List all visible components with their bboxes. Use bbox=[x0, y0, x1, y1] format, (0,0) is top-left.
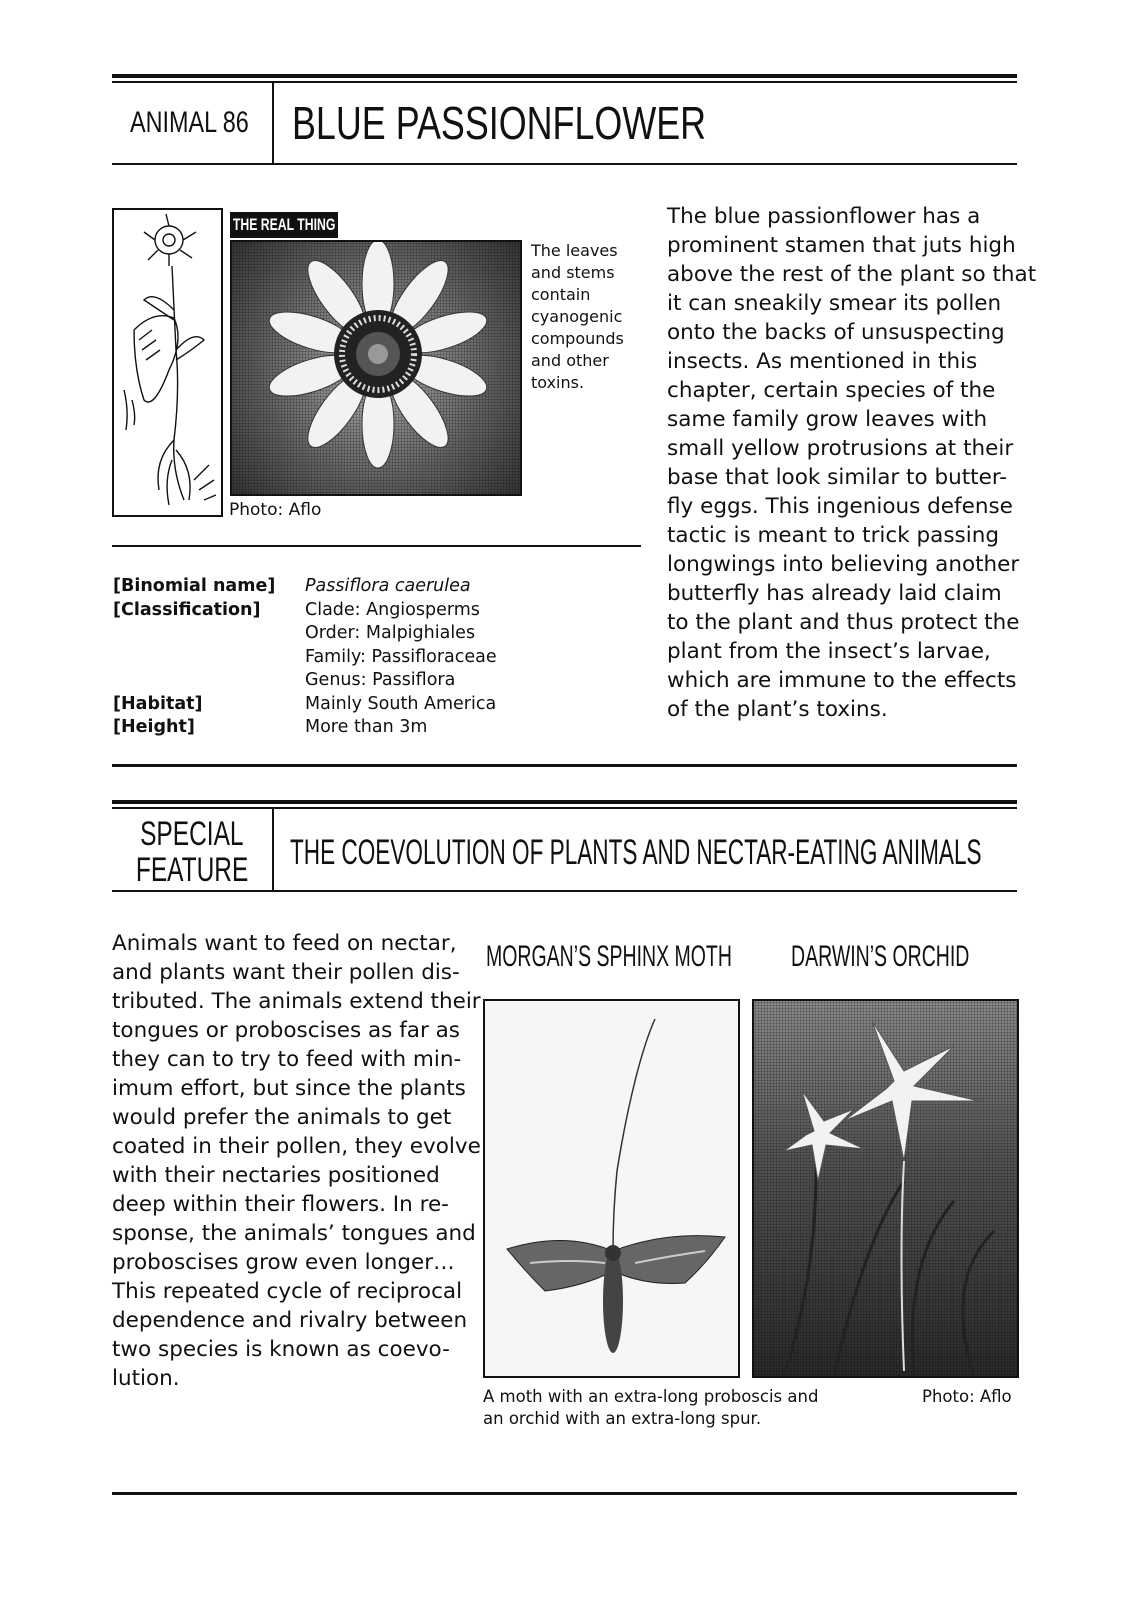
top-double-rule-a bbox=[112, 74, 1017, 78]
binomial-value: Passiflora caerulea bbox=[305, 576, 471, 596]
description-text bbox=[667, 202, 1037, 724]
manga-illustration bbox=[112, 208, 223, 517]
description-line: insects. As mentioned in this bbox=[667, 349, 978, 374]
feature-caption-line1: A moth with an extra-long proboscis and bbox=[483, 1387, 819, 1406]
classification-family: Family: Passifloraceae bbox=[305, 646, 497, 667]
orchid-title: DARWIN’S ORCHID bbox=[791, 940, 970, 973]
info-values bbox=[305, 575, 497, 740]
description-line: which are immune to the effects bbox=[667, 668, 1017, 693]
feature-line: proboscises grow even longer… bbox=[112, 1250, 455, 1275]
description-line: onto the backs of unsuspecting bbox=[667, 320, 1005, 345]
description-line: it can sneakily smear its pollen bbox=[667, 291, 1002, 316]
feature-line: tongues or proboscises as far as bbox=[112, 1018, 461, 1043]
header-divider bbox=[272, 83, 274, 165]
description-line: The blue passionflower has a bbox=[667, 204, 981, 229]
description-line: plant from the insect’s larvae, bbox=[667, 639, 991, 664]
description-line: to the plant and thus protect the bbox=[667, 610, 1020, 635]
feature-line: sponse, the animals’ tongues and bbox=[112, 1221, 476, 1246]
passionflower-photo bbox=[230, 240, 522, 496]
top-double-rule-b bbox=[112, 81, 1017, 83]
description-line: above the rest of the plant so that bbox=[667, 262, 1037, 287]
description-line: same family grow leaves with bbox=[667, 407, 988, 432]
info-labels bbox=[113, 575, 275, 740]
caption-line: cyanogenic bbox=[531, 307, 623, 326]
moth-icon bbox=[485, 1001, 738, 1376]
feature-body-text bbox=[112, 929, 481, 1393]
feature-line: tributed. The animals extend their bbox=[112, 989, 481, 1014]
description-line: longwings into believing another bbox=[667, 552, 1020, 577]
special-feature-label bbox=[112, 816, 272, 888]
feature-line: and plants want their pollen dis- bbox=[112, 960, 460, 985]
description-line: small yellow protrusions at their bbox=[667, 436, 1014, 461]
page-bottom-rule bbox=[112, 1492, 1017, 1495]
flower-hand-drawing-icon bbox=[114, 210, 221, 515]
feature-line: dependence and rivalry between bbox=[112, 1308, 468, 1333]
special-label-line2: FEATURE bbox=[135, 851, 249, 889]
feature-line: Animals want to feed on nectar, bbox=[112, 931, 457, 956]
moth-photo bbox=[483, 999, 740, 1378]
classification-clade: Clade: Angiosperms bbox=[305, 599, 480, 620]
description-line: chapter, certain species of the bbox=[667, 378, 996, 403]
feature-photo-credit: Photo: Aflo bbox=[922, 1387, 1012, 1406]
feature-line: would prefer the animals to get bbox=[112, 1105, 452, 1130]
description-line: butterfly has already laid claim bbox=[667, 581, 1002, 606]
classification-order: Order: Malpighiales bbox=[305, 623, 476, 643]
feature-title: THE COEVOLUTION OF PLANTS AND NECTAR-EATING ANIMALS bbox=[290, 833, 982, 872]
caption-line: toxins. bbox=[531, 373, 585, 392]
feature-double-rule-a bbox=[112, 800, 1017, 804]
classification-genus: Genus: Passiflora bbox=[305, 670, 456, 690]
height-value: More than 3m bbox=[305, 717, 428, 737]
description-line: prominent stamen that juts high bbox=[667, 233, 1016, 258]
caption-line: compounds bbox=[531, 329, 624, 348]
feature-bottom-rule bbox=[112, 890, 1017, 892]
feature-line: coated in their pollen, they evolve bbox=[112, 1134, 481, 1159]
feature-divider bbox=[272, 809, 274, 891]
feature-line: two species is known as coevo- bbox=[112, 1337, 450, 1362]
habitat-value: Mainly South America bbox=[305, 693, 497, 714]
description-line: fly eggs. This ingenious defense bbox=[667, 494, 1013, 519]
description-line: of the plant’s toxins. bbox=[667, 697, 888, 722]
feature-line: This repeated cycle of reciprocal bbox=[112, 1279, 463, 1304]
feature-line: deep within their flowers. In re- bbox=[112, 1192, 449, 1217]
header-bottom-rule bbox=[112, 163, 1017, 165]
real-thing-tag: THE REAL THING bbox=[230, 212, 338, 238]
caption-line: and stems bbox=[531, 263, 615, 282]
photo-credit: Photo: Aflo bbox=[229, 500, 322, 520]
classification-label: [Classification] bbox=[113, 599, 261, 620]
caption-line: contain bbox=[531, 285, 591, 304]
binomial-label: [Binomial name] bbox=[113, 576, 276, 596]
feature-line: imum effort, but since the plants bbox=[112, 1076, 466, 1101]
orchid-photo bbox=[752, 999, 1019, 1378]
moth-title: MORGAN’S SPHINX MOTH bbox=[486, 940, 732, 973]
feature-double-rule-b bbox=[112, 807, 1017, 809]
description-line: tactic is meant to trick passing bbox=[667, 523, 999, 548]
passionflower-icon bbox=[232, 242, 520, 494]
feature-caption bbox=[483, 1386, 818, 1430]
feature-line: they can to try to feed with min- bbox=[112, 1047, 462, 1072]
caption-line: and other bbox=[531, 351, 609, 370]
info-top-rule bbox=[112, 545, 641, 547]
photo-side-caption bbox=[531, 240, 624, 394]
feature-caption-line2: an orchid with an extra-long spur. bbox=[483, 1409, 762, 1428]
feature-line: lution. bbox=[112, 1366, 180, 1391]
section-end-rule bbox=[112, 764, 1017, 767]
animal-number-label: ANIMAL 86 bbox=[130, 106, 249, 139]
caption-line: The leaves bbox=[531, 241, 618, 260]
description-line: base that look similar to butter- bbox=[667, 465, 1008, 490]
feature-line: with their nectaries positioned bbox=[112, 1163, 440, 1188]
height-label: [Height] bbox=[113, 717, 195, 737]
special-label-line1: SPECIAL bbox=[140, 815, 244, 853]
habitat-label: [Habitat] bbox=[113, 693, 203, 714]
page-title: BLUE PASSIONFLOWER bbox=[292, 97, 707, 149]
orchid-icon bbox=[754, 1001, 1017, 1376]
